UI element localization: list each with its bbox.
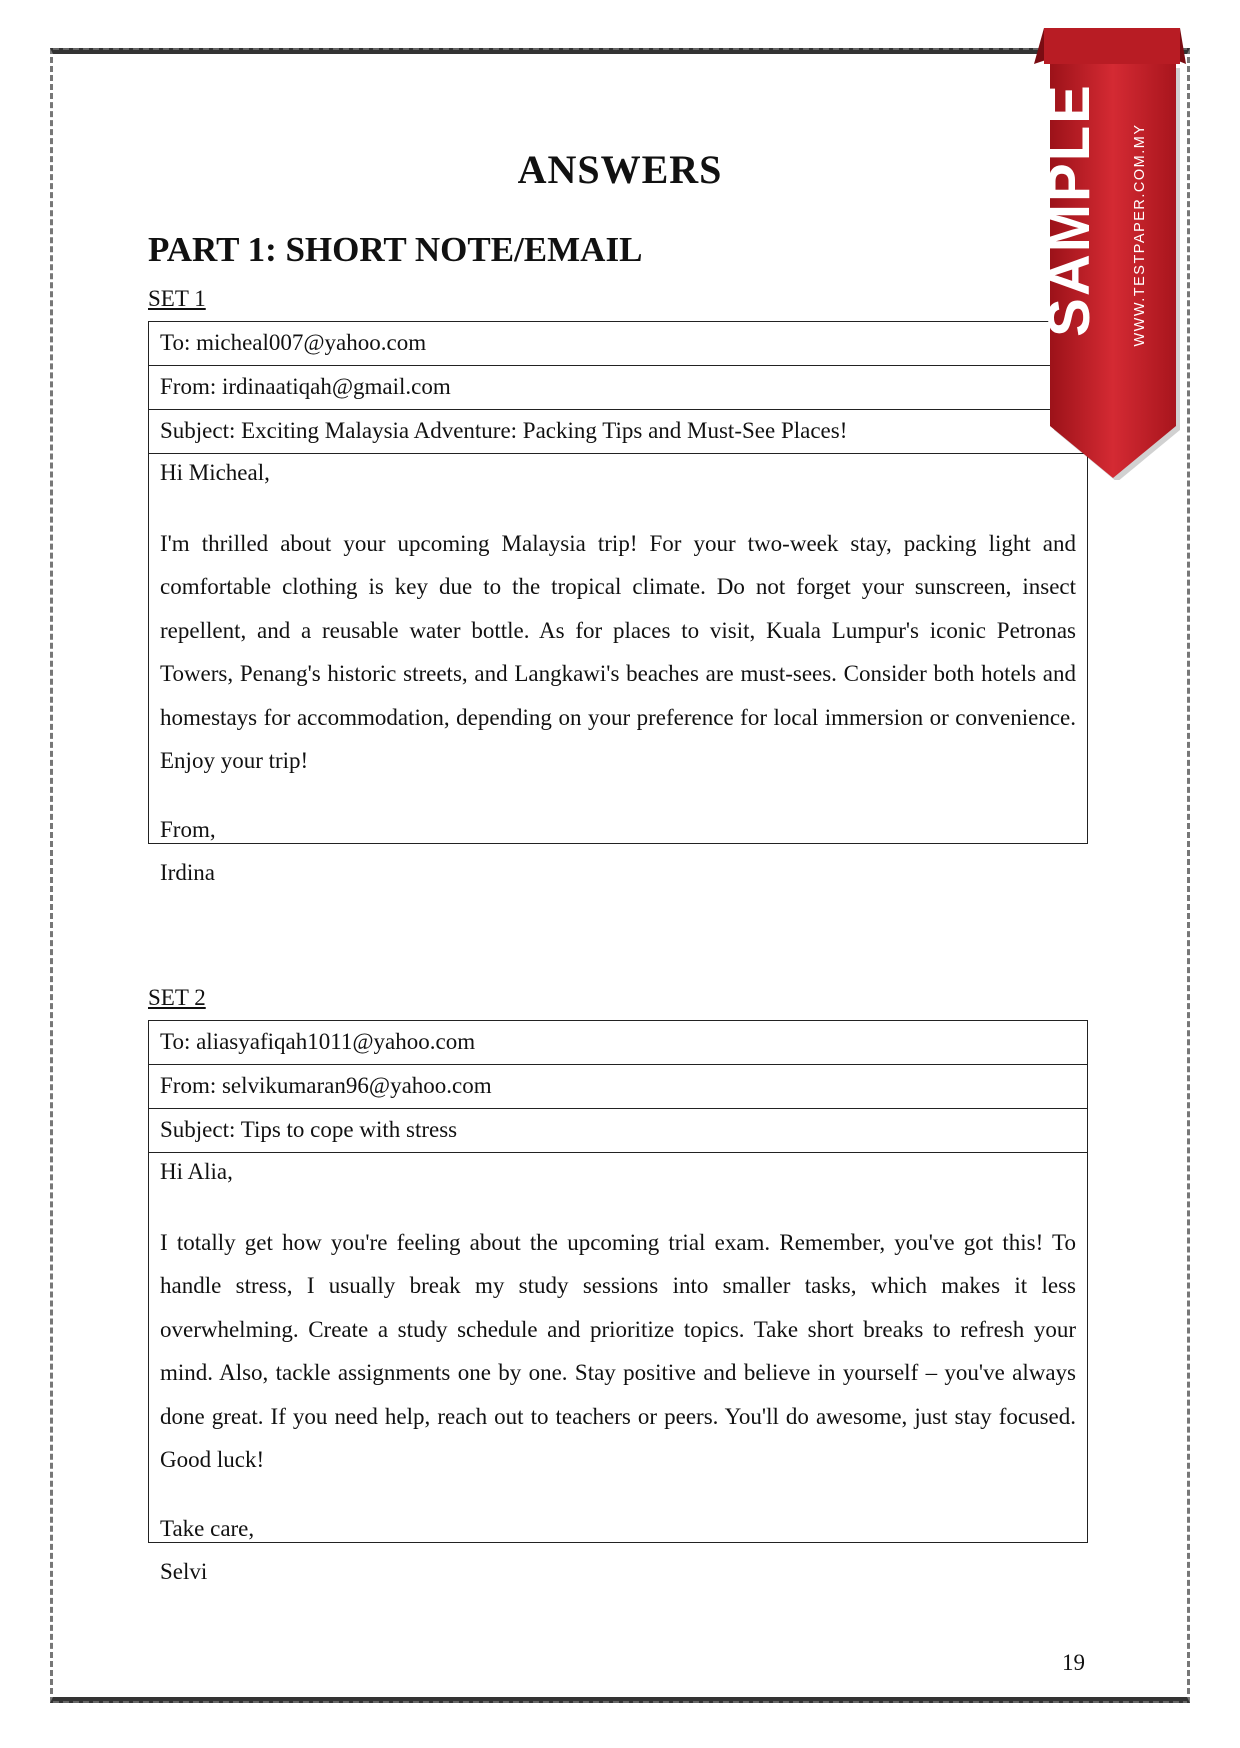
email-body	[149, 454, 1087, 906]
ribbon-sample-text: SAMPLE	[1037, 83, 1102, 337]
email-to-field: To: aliasyafiqah1011@yahoo.com	[149, 1021, 1087, 1065]
email-signature: Selvi	[160, 1559, 208, 1585]
email-to-field: To: micheal007@yahoo.com	[149, 322, 1087, 366]
email-closing: From,	[160, 817, 216, 843]
email-signature: Irdina	[160, 860, 215, 886]
set-1-email	[148, 321, 1088, 886]
email-body	[149, 1153, 1087, 1605]
email-paragraph: I totally get how you're feeling about the upcoming trial exam. Remember, you've got this! To handle stress, I usually break my study sessions into smaller tasks, which makes it less overwhelming. Create a study schedule and prioritize topics. Take short breaks to refresh your mind. Also, tackle assignments one by one. Stay positive and believe in yourself – you've always done great. If you need help, reach out to teachers or peers. You'll do awesome, just stay focused. Good luck!	[160, 1230, 1076, 1473]
email-subject-field: Subject: Exciting Malaysia Adventure: Packing Tips and Must-See Places!	[149, 410, 1087, 454]
page-number: 19	[1062, 1650, 1085, 1675]
email-closing: Take care,	[160, 1516, 255, 1542]
email-greeting: Hi Micheal,	[160, 460, 270, 485]
email-greeting: Hi Alia,	[160, 1159, 233, 1184]
email-subject-field: Subject: Tips to cope with stress	[149, 1109, 1087, 1153]
email-from-field: From: irdinaatiqah@gmail.com	[149, 366, 1087, 410]
set-2-label: SET 2	[148, 985, 206, 1010]
email-from-field: From: selvikumaran96@yahoo.com	[149, 1065, 1087, 1109]
page-title: ANSWERS	[517, 147, 723, 192]
set-2-email	[148, 1020, 1088, 1585]
part-heading: PART 1: SHORT NOTE/EMAIL	[148, 230, 643, 269]
set-1-label: SET 1	[148, 286, 206, 311]
email-paragraph: I'm thrilled about your upcoming Malaysia trip! For your two-week stay, packing light and comfortable clothing is key due to the tropical climate. Do not forget your sunscreen, insect repellent, and a reusable water bottle. As for places to visit, Kuala Lumpur's iconic Petronas Towers, Penang's historic streets, and Langkawi's beaches are must-sees. Consider both hotels and homestays for accommodation, depending on your preference for local immersion or convenience. Enjoy your trip!	[160, 531, 1076, 774]
ribbon-url-text: WWW.TESTPAPER.COM.MY	[1132, 123, 1148, 347]
